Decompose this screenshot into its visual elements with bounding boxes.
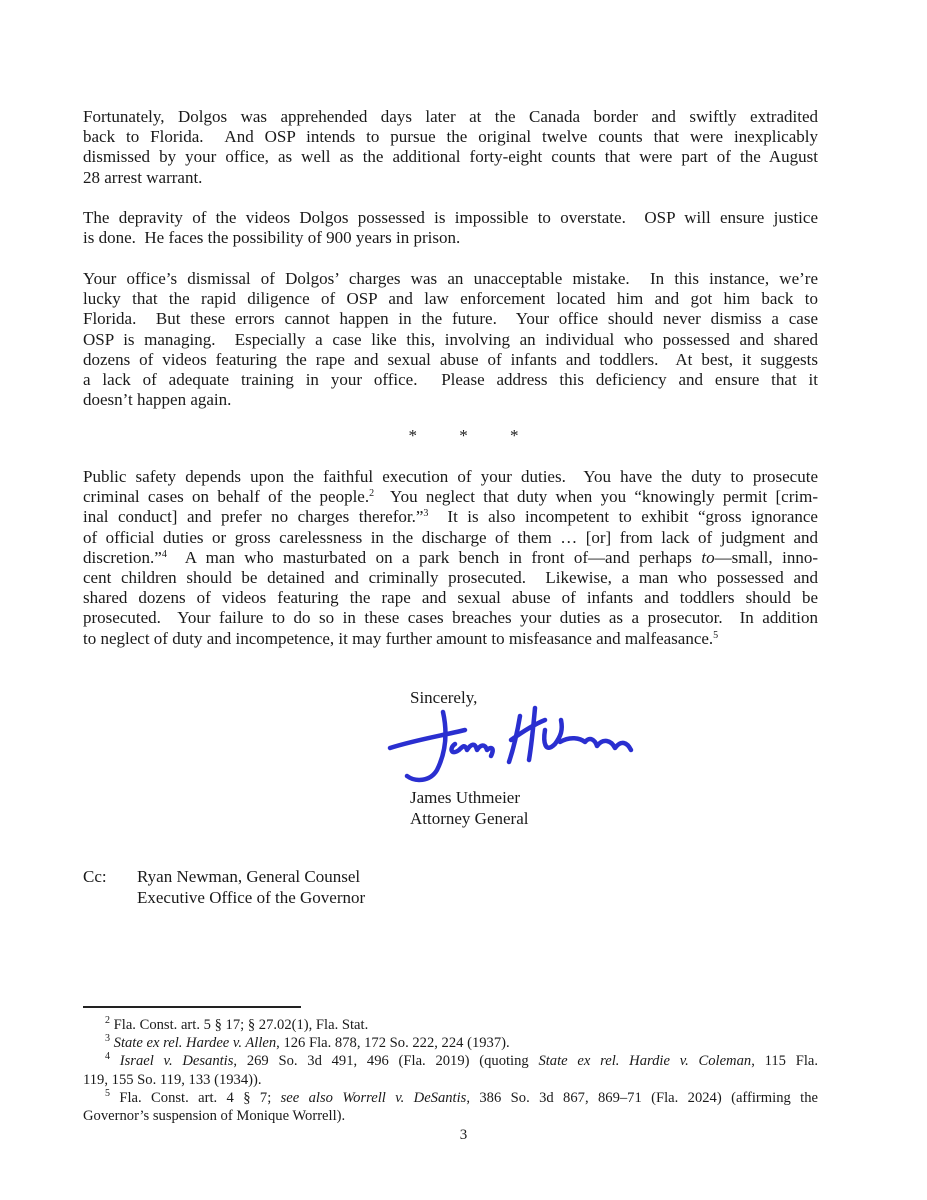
text-run: a lack of adequate training in your office. Please address this deficiency and ensure that it bbox=[83, 369, 818, 389]
text-run: Fla. Const. art. 4 § 7; bbox=[110, 1089, 281, 1106]
text-line bbox=[83, 507, 818, 527]
text-run: Florida. But these errors cannot happen in the future. Your office should never dismiss a case bbox=[83, 309, 818, 329]
italic-text: Israel v. Desantis bbox=[119, 1053, 234, 1070]
text-run: discretion.” bbox=[83, 547, 162, 567]
text-run bbox=[110, 1053, 120, 1069]
text-line bbox=[83, 370, 818, 390]
closing-salutation: Sincerely, bbox=[410, 688, 478, 707]
footnote-line bbox=[83, 1052, 818, 1070]
page-number: 3 bbox=[459, 1127, 468, 1143]
text-run: to neglect of duty and incompetence, it may further amount to misfeasance and malfeasance. bbox=[83, 628, 714, 648]
section-break: * * * bbox=[408, 426, 519, 445]
text-line bbox=[83, 127, 818, 147]
paragraph-depravity bbox=[83, 208, 818, 248]
footnote-marker: 5 bbox=[713, 629, 719, 641]
text-run: A man who masturbated on a park bench in front of—and perhaps bbox=[166, 547, 702, 567]
text-line bbox=[83, 467, 818, 487]
signature-image bbox=[385, 700, 645, 790]
footnote-line bbox=[83, 1071, 818, 1089]
text-line bbox=[83, 548, 818, 568]
italic-text: State ex rel. Hardie v. Coleman bbox=[538, 1053, 752, 1070]
signer-name: James Uthmeier bbox=[410, 788, 520, 807]
text-line bbox=[83, 568, 818, 588]
footnotes bbox=[83, 1016, 818, 1125]
text-run: , 386 So. 3d 867, 869–71 (Fla. 2024) (affirming the bbox=[466, 1089, 818, 1106]
text-line bbox=[83, 487, 818, 507]
footnote-line bbox=[83, 1107, 818, 1125]
text-run: , 269 So. 3d 491, 496 (Fla. 2019) (quoting bbox=[233, 1053, 539, 1070]
text-run: Fortunately, Dolgos was apprehended days later at the Canada border and swiftly extradited bbox=[83, 107, 818, 126]
text-line bbox=[83, 147, 818, 167]
text-run: prosecuted. Your failure to do so in these cases breaches your duties as a prosecutor. In addition bbox=[83, 608, 818, 628]
text-line bbox=[83, 390, 818, 410]
footnote-marker: 4 bbox=[161, 548, 167, 560]
text-run: shared dozens of videos featuring the rape and sexual abuse of infants and toddlers should be bbox=[83, 588, 818, 608]
footnote-line bbox=[83, 1034, 818, 1052]
text-run: dozens of videos featuring the rape and sexual abuse of infants and toddlers. At best, it suggests bbox=[83, 349, 818, 369]
text-line bbox=[83, 588, 818, 608]
text-run: Governor’s suspension of Monique Worrell). bbox=[83, 1107, 346, 1124]
footnote-marker: 4 bbox=[105, 1051, 110, 1063]
text-run: You neglect that duty when you “knowingly permit [crim- bbox=[374, 487, 818, 507]
text-run: of official duties or gross carelessness in the discharge of them … [or] from lack of judgment and bbox=[83, 527, 818, 547]
footnote-marker: 2 bbox=[369, 488, 375, 500]
text-line bbox=[83, 107, 818, 127]
text-run: doesn’t happen again. bbox=[83, 390, 232, 410]
paragraph-extradition bbox=[83, 107, 818, 188]
text-run: lucky that the rapid diligence of OSP and law enforcement located him and got him back to bbox=[83, 289, 818, 309]
text-line bbox=[83, 269, 818, 289]
footnote-marker: 3 bbox=[423, 508, 429, 520]
text-run: Public safety depends upon the faithful execution of your duties. You have the duty to prosecute bbox=[83, 467, 818, 486]
text-run: , 126 Fla. 878, 172 So. 222, 224 (1937). bbox=[276, 1035, 510, 1052]
footnote-divider bbox=[83, 1006, 301, 1008]
text-line bbox=[83, 168, 818, 188]
text-line bbox=[83, 629, 818, 649]
text-run: is done. He faces the possibility of 900 years in prison. bbox=[83, 228, 461, 248]
text-run: The depravity of the videos Dolgos possessed is impossible to overstate. OSP will ensure justice bbox=[83, 208, 818, 227]
cc-recipient-office: Executive Office of the Governor bbox=[137, 887, 366, 907]
italic-text: State ex rel. Hardee v. Allen bbox=[113, 1035, 277, 1052]
cc-recipient: Ryan Newman, General Counsel bbox=[137, 867, 361, 886]
text-line bbox=[83, 330, 818, 350]
text-run: 119, 155 So. 119, 133 (1934)). bbox=[83, 1071, 262, 1088]
text-line bbox=[83, 208, 818, 228]
text-run: Fla. Const. art. 5 § 17; § 27.02(1), Fla. Stat. bbox=[110, 1017, 369, 1033]
text-run: dismissed by your office, as well as the additional forty-eight counts that were part of the August bbox=[83, 147, 818, 167]
text-run: inal conduct] and prefer no charges therefor.” bbox=[83, 507, 424, 527]
text-line bbox=[83, 228, 818, 248]
signer-title: Attorney General bbox=[410, 809, 529, 828]
italic-text: see also Worrell v. DeSantis bbox=[280, 1089, 467, 1106]
text-line bbox=[83, 350, 818, 370]
text-run: , 115 Fla. bbox=[751, 1053, 818, 1070]
text-line bbox=[83, 608, 818, 628]
footnote-marker: 2 bbox=[105, 1015, 110, 1026]
text-line bbox=[83, 528, 818, 548]
text-line bbox=[83, 309, 818, 329]
paragraph-public-safety bbox=[83, 467, 818, 649]
footnote-line bbox=[83, 1016, 818, 1034]
paragraph-dismissal-mistake bbox=[83, 269, 818, 410]
footnote-marker: 5 bbox=[105, 1087, 110, 1099]
text-run: OSP is managing. Especially a case like this, involving an individual who possessed and shared bbox=[83, 329, 818, 349]
text-run: It is also incompetent to exhibit “gross ignorance bbox=[428, 507, 818, 527]
footnote-line bbox=[83, 1089, 818, 1107]
text-run: criminal cases on behalf of the people. bbox=[83, 487, 370, 507]
text-run: Your office’s dismissal of Dolgos’ charges was an unacceptable mistake. In this instance, we’re bbox=[83, 269, 818, 288]
text-run: —small, inno- bbox=[714, 547, 818, 567]
text-run: cent children should be detained and criminally prosecuted. Likewise, a man who possessed and bbox=[83, 567, 818, 587]
text-line bbox=[83, 289, 818, 309]
footnote-marker: 3 bbox=[105, 1033, 110, 1045]
text-run: back to Florida. And OSP intends to pursue the original twelve counts that were inexplicably bbox=[83, 127, 818, 147]
text-run: 28 arrest warrant. bbox=[83, 167, 203, 187]
italic-text: to bbox=[701, 547, 715, 567]
cc-label: Cc: bbox=[83, 867, 107, 886]
